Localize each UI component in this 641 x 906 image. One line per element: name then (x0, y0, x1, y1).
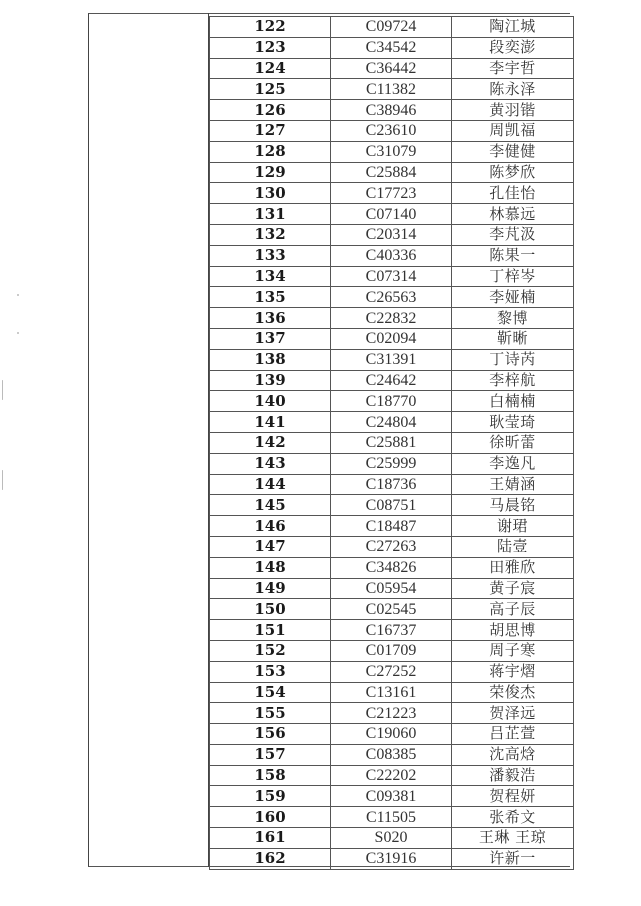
table-row (210, 744, 574, 765)
name-cell: 周子寒 (452, 640, 574, 661)
name-cell: 李娅楠 (452, 287, 574, 308)
row-number-cell: 149 (210, 578, 331, 599)
table-row (210, 661, 574, 682)
candidate-id-cell: C31916 (331, 848, 452, 869)
candidate-id-cell: C27263 (331, 536, 452, 557)
candidate-id-cell: C16737 (331, 620, 452, 641)
table-row (210, 682, 574, 703)
table-row (210, 724, 574, 745)
row-number-cell: 142 (210, 432, 331, 453)
candidate-id-cell: C24642 (331, 370, 452, 391)
candidate-id-cell: C07140 (331, 204, 452, 225)
candidate-id-cell: C09724 (331, 17, 452, 38)
row-number-cell: 130 (210, 183, 331, 204)
table-row (210, 620, 574, 641)
name-cell: 田雅欣 (452, 557, 574, 578)
row-number-cell: 131 (210, 204, 331, 225)
table-row (210, 557, 574, 578)
candidate-id-cell: C25884 (331, 162, 452, 183)
candidate-id-cell: C40336 (331, 245, 452, 266)
candidate-id-cell: C23610 (331, 120, 452, 141)
row-number-cell: 156 (210, 724, 331, 745)
row-number-cell: 159 (210, 786, 331, 807)
row-number-cell: 150 (210, 599, 331, 620)
name-cell: 荣俊杰 (452, 682, 574, 703)
name-cell: 周凯福 (452, 120, 574, 141)
row-number-cell: 123 (210, 37, 331, 58)
name-cell: 李健健 (452, 141, 574, 162)
table-row (210, 162, 574, 183)
table-row (210, 765, 574, 786)
row-number-cell: 136 (210, 308, 331, 329)
row-number-cell: 152 (210, 640, 331, 661)
name-cell: 陆壹 (452, 536, 574, 557)
candidate-id-cell: C26563 (331, 287, 452, 308)
candidate-id-cell: C07314 (331, 266, 452, 287)
table-row (210, 37, 574, 58)
candidate-id-cell: C24804 (331, 412, 452, 433)
table-row (210, 370, 574, 391)
name-cell: 陶江城 (452, 17, 574, 38)
name-cell: 王琳 王琼 (452, 828, 574, 849)
candidate-id-cell: C36442 (331, 58, 452, 79)
table-row (210, 495, 574, 516)
candidate-id-cell: C17723 (331, 183, 452, 204)
name-cell: 潘毅浩 (452, 765, 574, 786)
row-number-cell: 151 (210, 620, 331, 641)
table-row (210, 474, 574, 495)
table-row (210, 141, 574, 162)
candidate-id-cell: C38946 (331, 100, 452, 121)
table-row (210, 828, 574, 849)
row-number-cell: 140 (210, 391, 331, 412)
row-number-cell: 147 (210, 536, 331, 557)
table-row (210, 17, 574, 38)
candidate-id-cell: C18487 (331, 516, 452, 537)
name-cell: 丁梓岑 (452, 266, 574, 287)
row-number-cell: 141 (210, 412, 331, 433)
candidate-id-cell: C22832 (331, 308, 452, 329)
candidate-id-cell: C21223 (331, 703, 452, 724)
name-cell: 李逸凡 (452, 453, 574, 474)
row-number-cell: 143 (210, 453, 331, 474)
candidate-id-cell: C13161 (331, 682, 452, 703)
row-number-cell: 129 (210, 162, 331, 183)
margin-speck (17, 294, 19, 296)
candidate-id-cell: C31079 (331, 141, 452, 162)
candidate-id-cell: C27252 (331, 661, 452, 682)
table-row (210, 79, 574, 100)
name-cell: 黄羽锴 (452, 100, 574, 121)
name-cell: 林慕远 (452, 204, 574, 225)
candidate-id-cell: C11382 (331, 79, 452, 100)
roster-table-body (210, 17, 574, 870)
row-number-cell: 133 (210, 245, 331, 266)
candidate-id-cell: C05954 (331, 578, 452, 599)
name-cell: 胡思博 (452, 620, 574, 641)
row-number-cell: 145 (210, 495, 331, 516)
name-cell: 李芃汲 (452, 224, 574, 245)
candidate-id-cell: C08751 (331, 495, 452, 516)
name-cell: 白楠楠 (452, 391, 574, 412)
name-cell: 沈高焓 (452, 744, 574, 765)
row-number-cell: 160 (210, 807, 331, 828)
candidate-id-cell: C09381 (331, 786, 452, 807)
name-cell: 徐昕蕾 (452, 432, 574, 453)
candidate-id-cell: C08385 (331, 744, 452, 765)
name-cell: 王婧涵 (452, 474, 574, 495)
row-number-cell: 134 (210, 266, 331, 287)
candidate-id-cell: C18770 (331, 391, 452, 412)
name-cell: 吕芷萱 (452, 724, 574, 745)
candidate-id-cell: C20314 (331, 224, 452, 245)
roster-table (209, 16, 574, 870)
name-cell: 陈果一 (452, 245, 574, 266)
name-cell: 耿莹琦 (452, 412, 574, 433)
table-row (210, 807, 574, 828)
table-row (210, 266, 574, 287)
row-number-cell: 135 (210, 287, 331, 308)
row-number-cell: 154 (210, 682, 331, 703)
name-cell: 贺程妍 (452, 786, 574, 807)
table-row (210, 245, 574, 266)
row-number-cell: 157 (210, 744, 331, 765)
table-row (210, 391, 574, 412)
table-row (210, 287, 574, 308)
table-row (210, 599, 574, 620)
table-row (210, 183, 574, 204)
row-number-cell: 138 (210, 349, 331, 370)
candidate-id-cell: S020 (331, 828, 452, 849)
name-cell: 陈永泽 (452, 79, 574, 100)
row-number-cell: 125 (210, 79, 331, 100)
name-cell: 蒋宇熠 (452, 661, 574, 682)
candidate-id-cell: C19060 (331, 724, 452, 745)
margin-speck (2, 380, 3, 400)
name-cell: 贺泽远 (452, 703, 574, 724)
table-row (210, 703, 574, 724)
name-cell: 孔佳怡 (452, 183, 574, 204)
table-row (210, 786, 574, 807)
candidate-id-cell: C34542 (331, 37, 452, 58)
row-number-cell: 122 (210, 17, 331, 38)
name-cell: 谢珺 (452, 516, 574, 537)
table-row (210, 848, 574, 869)
candidate-id-cell: C11505 (331, 807, 452, 828)
table-row (210, 640, 574, 661)
row-number-cell: 144 (210, 474, 331, 495)
table-row (210, 453, 574, 474)
row-number-cell: 139 (210, 370, 331, 391)
candidate-id-cell: C25881 (331, 432, 452, 453)
table-row (210, 120, 574, 141)
candidate-id-cell: C31391 (331, 349, 452, 370)
row-number-cell: 124 (210, 58, 331, 79)
name-cell: 许新一 (452, 848, 574, 869)
table-row (210, 308, 574, 329)
candidate-id-cell: C25999 (331, 453, 452, 474)
name-cell: 丁诗芮 (452, 349, 574, 370)
margin-speck (2, 470, 3, 490)
row-number-cell: 146 (210, 516, 331, 537)
name-cell: 李宇哲 (452, 58, 574, 79)
table-row (210, 204, 574, 225)
row-number-cell: 162 (210, 848, 331, 869)
table-row (210, 432, 574, 453)
row-number-cell: 137 (210, 328, 331, 349)
candidate-id-cell: C02545 (331, 599, 452, 620)
candidate-id-cell: C02094 (331, 328, 452, 349)
row-number-cell: 155 (210, 703, 331, 724)
row-number-cell: 132 (210, 224, 331, 245)
name-cell: 高子辰 (452, 599, 574, 620)
table-row (210, 536, 574, 557)
name-cell: 李梓航 (452, 370, 574, 391)
name-cell: 张希文 (452, 807, 574, 828)
row-number-cell: 128 (210, 141, 331, 162)
name-cell: 陈梦欣 (452, 162, 574, 183)
table-row (210, 578, 574, 599)
row-number-cell: 127 (210, 120, 331, 141)
row-number-cell: 158 (210, 765, 331, 786)
candidate-id-cell: C34826 (331, 557, 452, 578)
name-cell: 靳晰 (452, 328, 574, 349)
candidate-id-cell: C01709 (331, 640, 452, 661)
table-row (210, 100, 574, 121)
table-row (210, 224, 574, 245)
row-number-cell: 148 (210, 557, 331, 578)
table-row (210, 412, 574, 433)
table-row (210, 58, 574, 79)
candidate-id-cell: C22202 (331, 765, 452, 786)
table-row (210, 516, 574, 537)
name-cell: 段奕澎 (452, 37, 574, 58)
name-cell: 马晨铭 (452, 495, 574, 516)
candidate-id-cell: C18736 (331, 474, 452, 495)
row-number-cell: 161 (210, 828, 331, 849)
row-number-cell: 153 (210, 661, 331, 682)
merged-left-cell (88, 13, 209, 867)
row-number-cell: 126 (210, 100, 331, 121)
name-cell: 黄子宸 (452, 578, 574, 599)
table-row (210, 328, 574, 349)
margin-speck (17, 332, 19, 334)
table-row (210, 349, 574, 370)
name-cell: 黎博 (452, 308, 574, 329)
